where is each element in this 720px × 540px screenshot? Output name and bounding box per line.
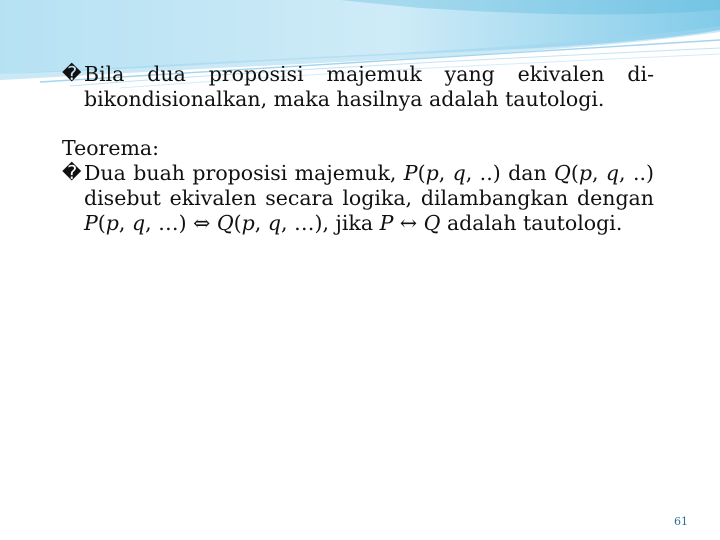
paragraph-text: Bila dua proposisi majemuk yang ekivalen di-bikondisionalkan, maka hasilnya adalah tautologi. [84,62,654,111]
text-segment: , [438,161,453,185]
math-var: p [241,211,255,235]
math-var: Q [554,161,571,185]
math-var: p [425,161,439,185]
text-segment: , …), jika [280,211,380,235]
page-number: 61 [674,515,688,528]
paragraph-theorem [62,161,654,236]
text-segment: ( [233,211,242,235]
text-segment: , [118,211,132,235]
slide-body [62,62,654,236]
text-segment: ( [417,161,426,185]
text-segment: , ..) dan [465,161,555,185]
text-segment: Dua buah proposisi majemuk, [84,161,404,185]
math-var: q [605,161,620,185]
math-var: Q [423,211,441,235]
math-var: q [131,211,146,235]
math-var: P [403,161,418,185]
paragraph-bikondisional [62,62,654,112]
math-var: p [105,211,119,235]
math-var: P [379,211,394,235]
text-segment: , [254,211,268,235]
text-segment: , [591,161,606,185]
math-var: q [267,211,281,235]
text-segment: , ..) disebut ekivalen secara logika, dilambangkan dengan [84,161,654,210]
math-var: p [578,161,592,185]
math-var: P [84,211,98,235]
bullet-icon: � [62,162,82,184]
math-var: q [452,161,466,185]
theorem-heading: Teorema: [62,136,160,160]
text-segment: ( [570,161,579,185]
text-segment: ↔ [393,211,424,235]
bullet-icon: � [62,63,82,85]
text-segment: , …) ⇔ [145,211,217,235]
text-segment: ( [97,211,106,235]
text-segment: adalah tautologi. [440,211,623,235]
math-var: Q [216,211,234,235]
